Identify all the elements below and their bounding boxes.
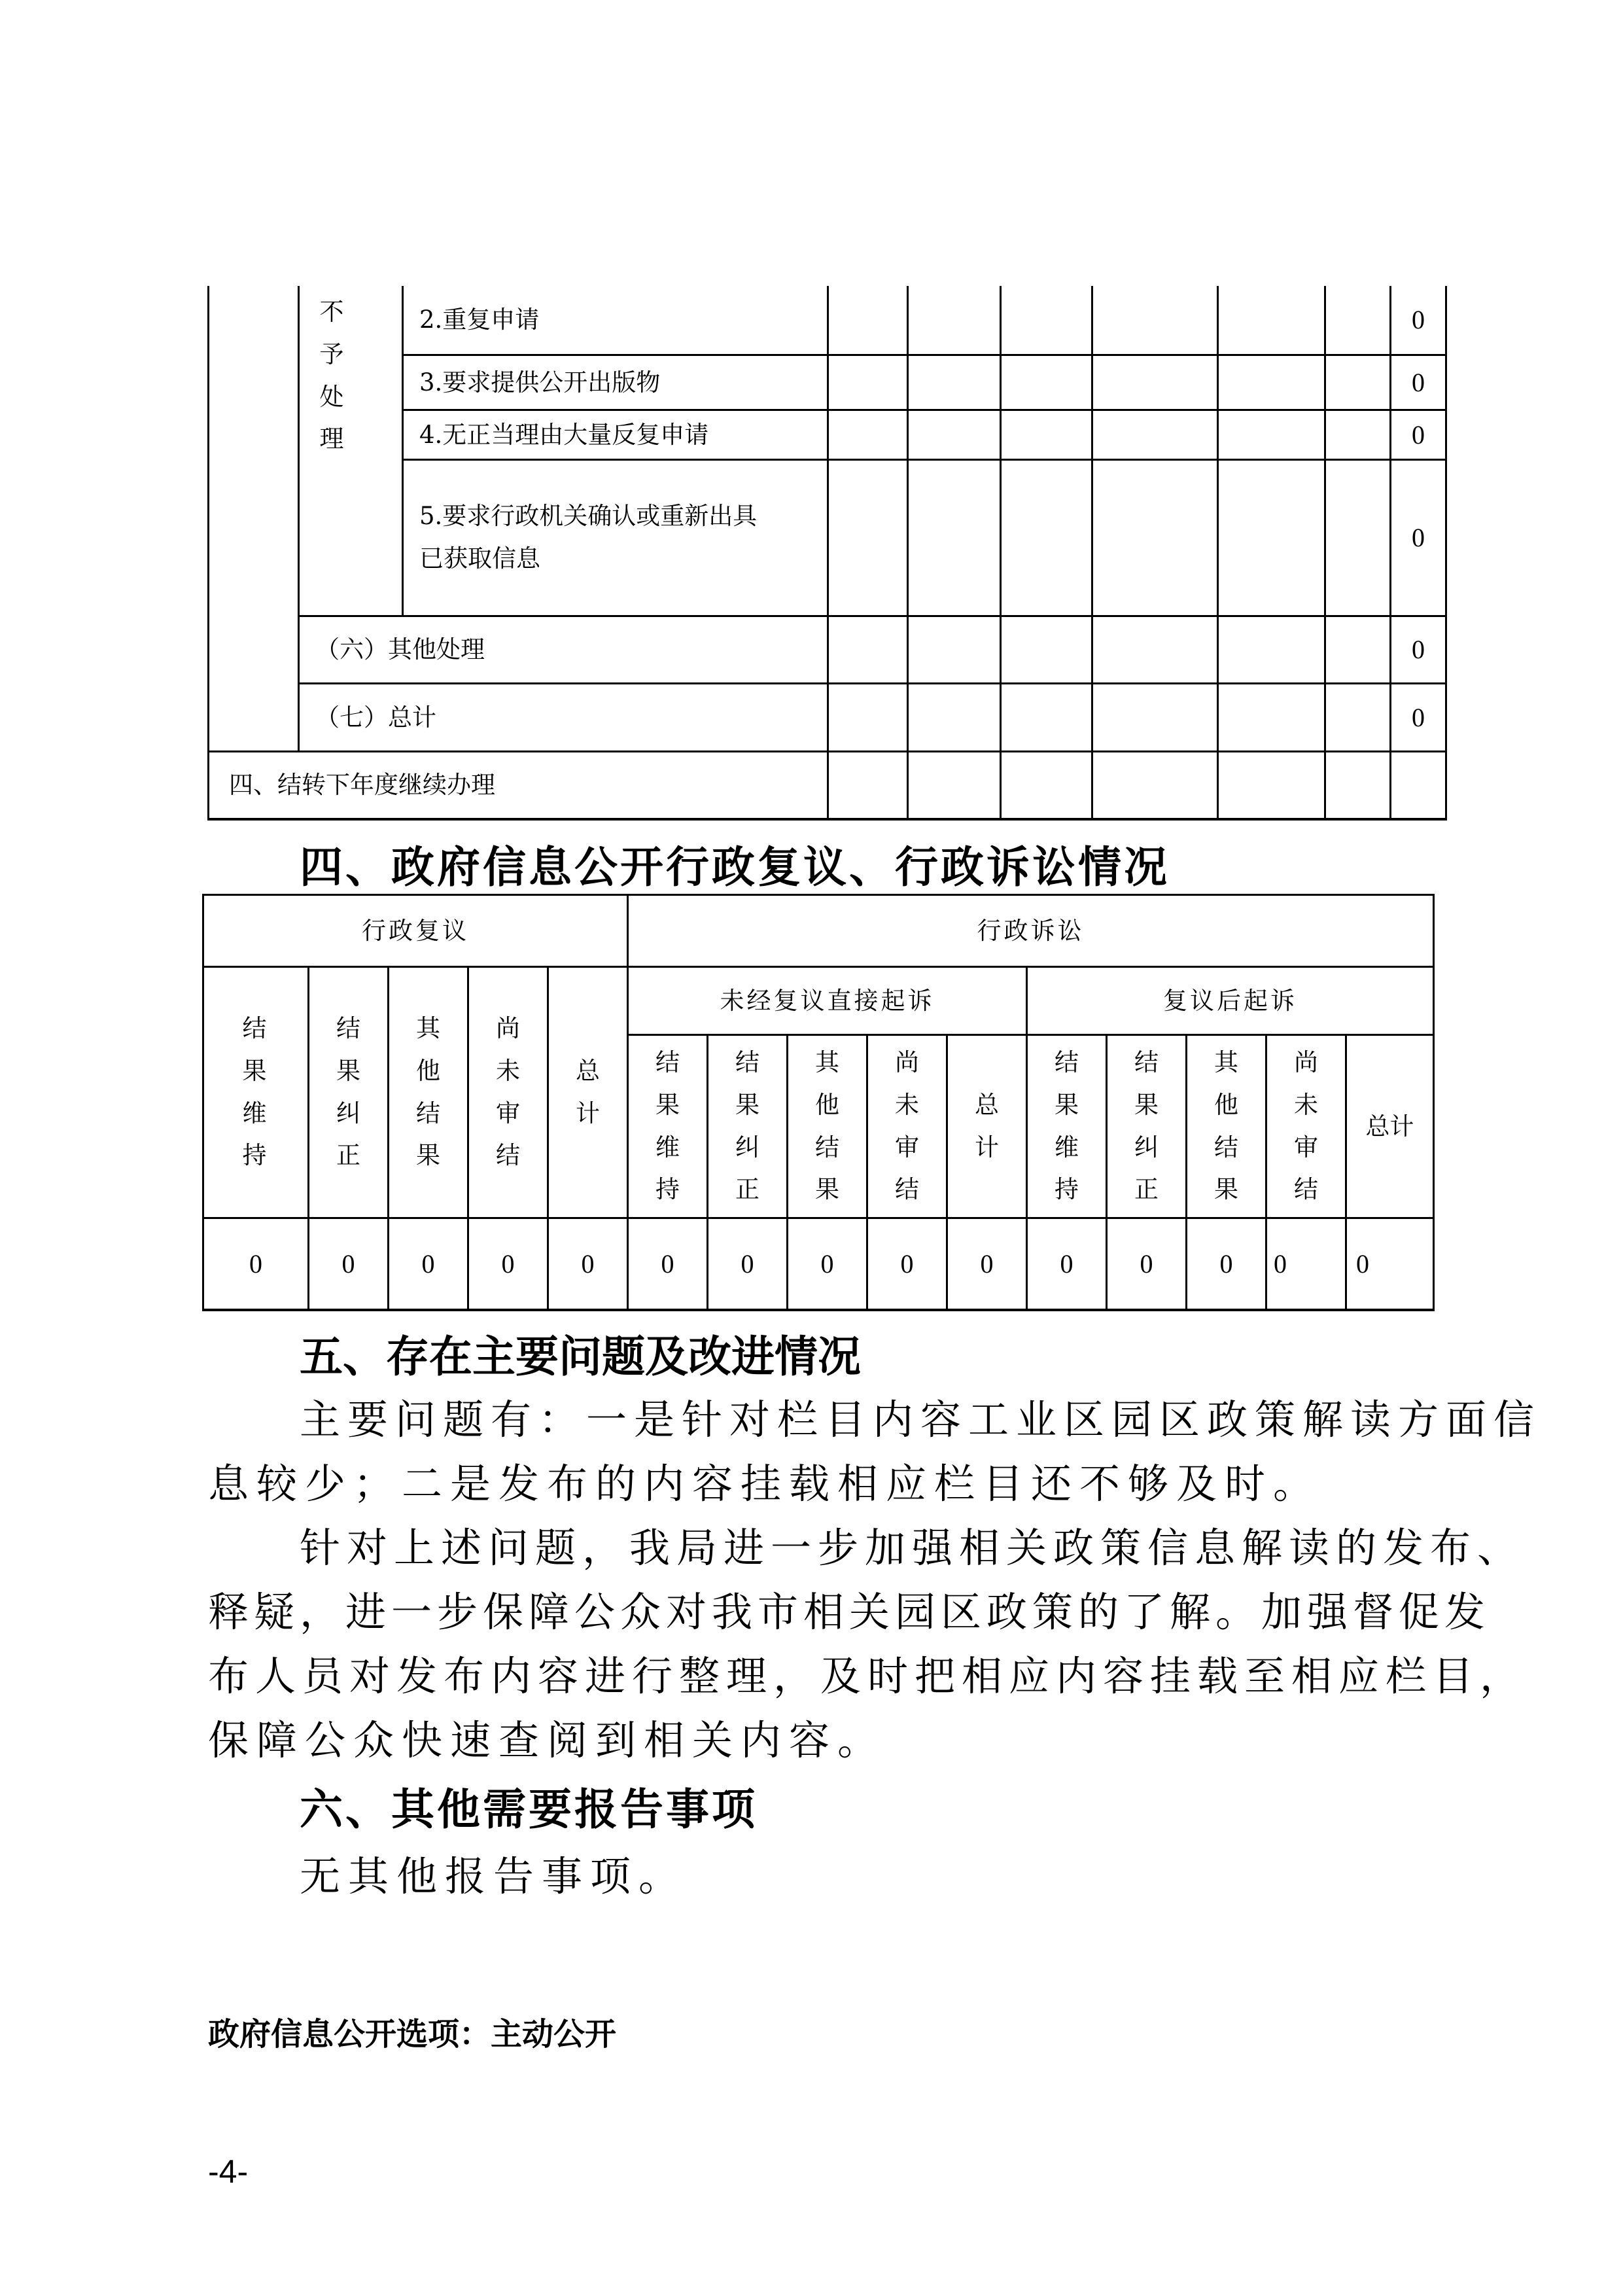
- col-header-review-other: 其他结果: [416, 1014, 440, 1170]
- col-header-review-corrected: 结果纠正: [336, 1014, 360, 1170]
- col-header-direct-other: 其他结果: [815, 1048, 839, 1204]
- header-admin-litigation: 行政诉讼: [977, 916, 1085, 945]
- col-header-review-pending: 尚未审结: [496, 1014, 520, 1170]
- value-cell: 0: [1140, 1248, 1153, 1279]
- disclosure-option: 政府信息公开选项：主动公开: [208, 2016, 617, 2053]
- col-header-review-upheld: 结果维持: [242, 1014, 270, 1170]
- col-header-after-total: 总计: [1365, 1112, 1414, 1140]
- table-row-total: 0: [1412, 635, 1425, 664]
- value-cell: 0: [581, 1248, 595, 1279]
- value-cell: 0: [1219, 1248, 1233, 1279]
- page-number: -4-: [208, 2153, 249, 2190]
- table-row-total: 0: [1412, 367, 1425, 397]
- table-row-total: 0: [1412, 702, 1425, 732]
- col-header-after-corrected: 结果纠正: [1134, 1048, 1159, 1204]
- table-row-label: （六）其他处理: [315, 635, 485, 664]
- value-cell: 0: [980, 1248, 994, 1279]
- header-direct-suit: 未经复议直接起诉: [720, 986, 935, 1015]
- col-header-review-total: 总计: [576, 1056, 600, 1127]
- value-cell: 0: [341, 1248, 355, 1279]
- section-heading-review-litigation: 四、政府信息公开行政复议、行政诉讼情况: [300, 842, 1170, 892]
- value-cell: 0: [249, 1248, 262, 1279]
- table-row-total: 0: [1412, 523, 1425, 552]
- value-cell: 0: [1356, 1248, 1369, 1279]
- col-header-after-other: 其他结果: [1214, 1048, 1238, 1204]
- paragraph-line: 针对上述问题，我局进一步加强相关政策信息解读的发布、: [300, 1524, 1525, 1572]
- table-row-total: 0: [1412, 419, 1425, 450]
- table-row-label: 2.重复申请: [419, 306, 540, 334]
- paragraph-line: 保障公众快速查阅到相关内容。: [208, 1716, 886, 1764]
- section-heading-problems: 五、存在主要问题及改进情况: [300, 1332, 861, 1382]
- col-header-direct-pending: 尚未审结: [895, 1048, 919, 1204]
- col-header-after-upheld: 结果维持: [1055, 1048, 1079, 1204]
- col-header-direct-corrected: 结果纠正: [735, 1048, 759, 1204]
- col-header-direct-total: 总计: [975, 1090, 999, 1161]
- value-cell: 0: [820, 1248, 834, 1279]
- table-row-label: 5.要求行政机关确认或重新出具 已获取信息: [419, 502, 758, 573]
- table-row-label: （七）总计: [315, 703, 436, 732]
- table-row-label: 3.要求提供公开出版物: [419, 368, 661, 397]
- col-header-direct-upheld: 结果维持: [655, 1048, 680, 1204]
- group-label-no-processing: 不予处理: [319, 298, 348, 453]
- table-row-label: 四、结转下年度继续办理: [229, 771, 495, 800]
- section-heading-other-matters: 六、其他需要报告事项: [300, 1784, 758, 1835]
- value-cell: 0: [661, 1248, 674, 1279]
- value-cell: 0: [741, 1248, 754, 1279]
- paragraph-line: 释疑，进一步保障公众对我市相关园区政策的了解。加强督促发: [208, 1588, 1491, 1636]
- table-row-total: 0: [1412, 305, 1425, 334]
- col-header-after-pending: 尚未审结: [1294, 1048, 1318, 1204]
- value-cell: 0: [501, 1248, 515, 1279]
- value-cell: 0: [900, 1248, 914, 1279]
- value-cell: 0: [1274, 1248, 1287, 1279]
- header-admin-review: 行政复议: [362, 916, 469, 945]
- table-row-label: 4.无正当理由大量反复申请: [419, 420, 709, 449]
- paragraph-line: 息较少；二是发布的内容挂载相应栏目还不够及时。: [208, 1460, 1322, 1508]
- paragraph-line: 主要问题有：一是针对栏目内容工业区园区政策解读方面信: [300, 1396, 1542, 1443]
- header-suit-after-review: 复议后起诉: [1163, 986, 1297, 1015]
- section6-body: 无其他报告事项。: [300, 1852, 688, 1900]
- value-cell: 0: [421, 1248, 435, 1279]
- value-cell: 0: [1060, 1248, 1073, 1279]
- paragraph-line: 布人员对发布内容进行整理，及时把相应内容挂载至相应栏目，: [208, 1652, 1527, 1700]
